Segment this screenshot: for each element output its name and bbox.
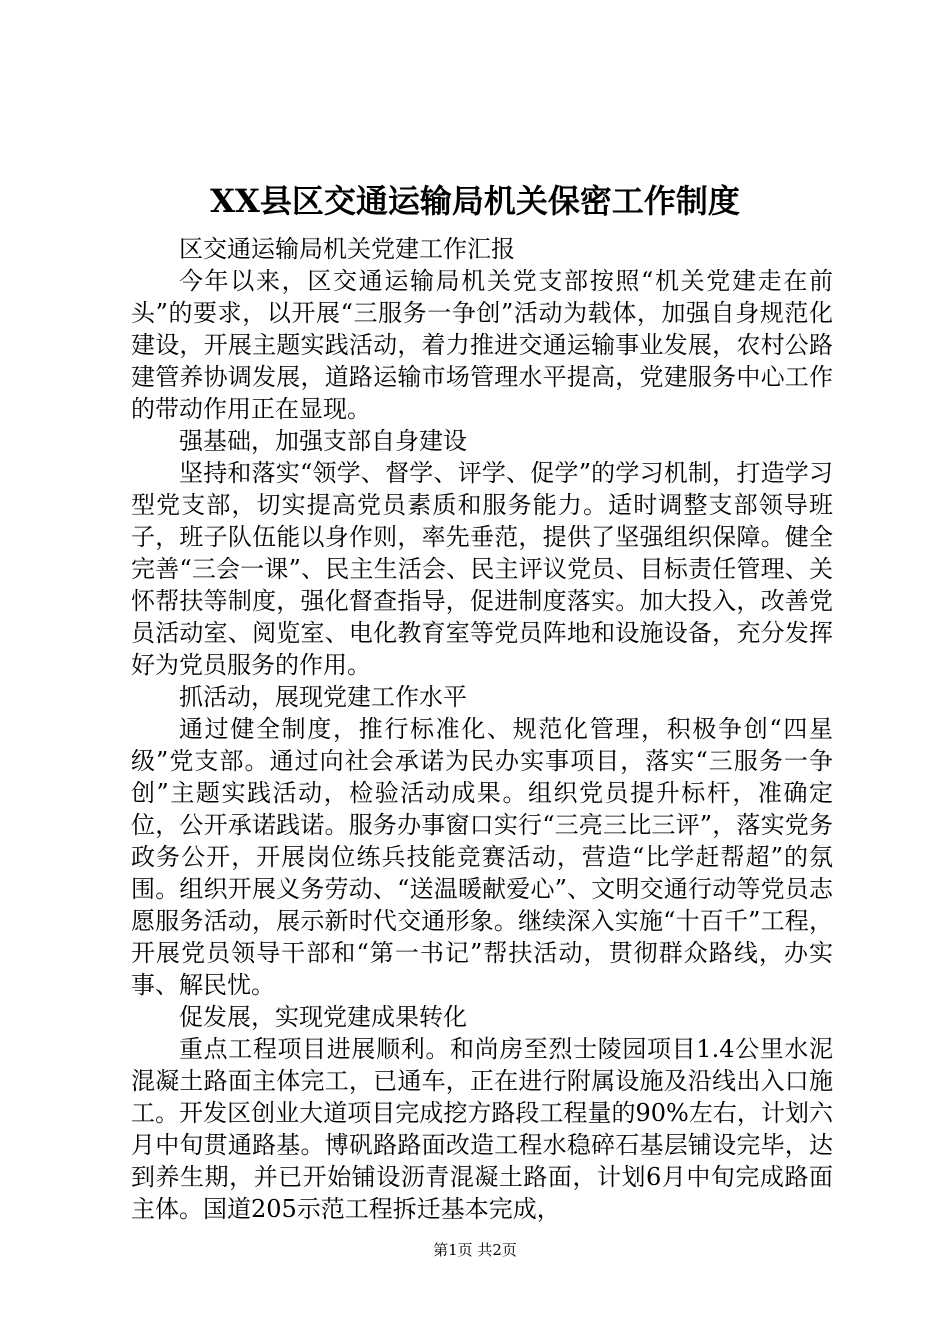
paragraph-report-title: 区交通运输局机关党建工作汇报	[179, 235, 515, 263]
paragraph-foundation: 坚持和落实“领学、督学、评学、促学”的学习机制，打造学习型党支部，切实提高党员素质和服务能力。适时调整支部领导班子，班子队伍能以身作则，率先垂范，提供了坚强组织保障。健全完善“三会一课”、民主生活会、民主评议党员、目标责任管理、关怀帮扶等制度，强化督查指导，促进制度落实。加大投入，改善党员活动室、阅览室、电化教育室等党员阵地和设施设备，充分发挥好为党员服务的作用。	[131, 459, 833, 679]
document-title: XX县区交通运输局机关保密工作制度	[210, 182, 740, 220]
heading-development: 促发展，实现党建成果转化	[179, 1003, 467, 1031]
paragraph-intro: 今年以来，区交通运输局机关党支部按照“机关党建走在前头”的要求，以开展“三服务一争创”活动为载体，加强自身规范化建设，开展主题实践活动，着力推进交通运输事业发展，农村公路建管养协调发展，道路运输市场管理水平提高，党建服务中心工作的带动作用正在显现。	[131, 267, 833, 423]
paragraph-development: 重点工程项目进展顺利。和尚房至烈士陵园项目1.4公里水泥混凝土路面主体完工，已通车，正在进行附属设施及沿线出入口施工。开发区创业大道项目完成挖方路段工程量的90%左右，计划六月中旬贯通路基。博矾路路面改造工程水稳碎石基层铺设完毕，达到养生期，并已开始铺设沥青混凝土路面，计划6月中旬完成路面主体。国道205示范工程拆迁基本完成，	[131, 1035, 833, 1223]
heading-activities: 抓活动，展现党建工作水平	[179, 683, 467, 711]
paragraph-activities: 通过健全制度，推行标准化、规范化管理，积极争创“四星级”党支部。通过向社会承诺为民办实事项目，落实“三服务一争创”主题实践活动，检验活动成果。组织党员提升标杆，准确定位，公开承诺践诺。服务办事窗口实行“三亮三比三评”，落实党务政务公开，开展岗位练兵技能竞赛活动，营造“比学赶帮超”的氛围。组织开展义务劳动、“送温暖献爱心”、文明交通行动等党员志愿服务活动，展示新时代交通形象。继续深入实施“十百千”工程，开展党员领导干部和“第一书记”帮扶活动，贯彻群众路线，办实事、解民忧。	[131, 715, 833, 999]
heading-strengthen-foundation: 强基础，加强支部自身建设	[179, 427, 467, 455]
page-number: 第1页 共2页	[433, 1241, 517, 1259]
document-body	[131, 233, 833, 1225]
